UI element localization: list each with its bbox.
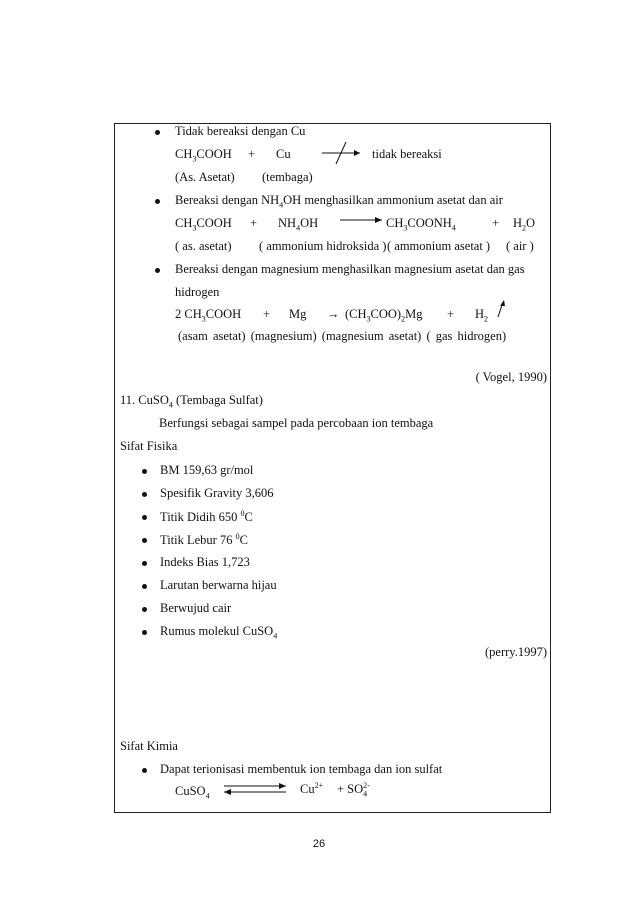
property-item: Dapat terionisasi membentuk ion tembaga dan ion sulfat	[160, 762, 443, 776]
bullet	[155, 268, 160, 273]
crossed-arrow-icon	[322, 142, 362, 164]
subsection-title-sifat-fisika: Sifat Fisika	[120, 439, 178, 453]
property-item: Indeks Bias 1,723	[160, 555, 250, 569]
reference-vogel: ( Vogel, 1990)	[475, 370, 547, 384]
equation-reactant-acetic: $CH_3COOH$	[175, 147, 232, 164]
label-tembaga: (tembaga)	[262, 170, 313, 184]
label-as-asetat: (As. Asetat)	[175, 170, 235, 184]
bullet-text-magnesium: Bereaksi dengan magnesium menghasilkan magnesium asetat dan gas	[175, 262, 525, 276]
equation-product-hydrogen: $H_2$	[475, 307, 489, 324]
equation-reactant-nh4oh: $NH_4OH$	[278, 216, 319, 233]
bullet	[142, 607, 147, 612]
reaction-arrow-icon: →	[327, 307, 340, 321]
property-item: Spesifik Gravity 3,606	[160, 486, 274, 500]
equation-plus: +	[263, 307, 271, 321]
bullet	[142, 584, 147, 589]
property-item: Titik Lebur 76 $^0$C	[160, 532, 248, 548]
property-item: Berwujud cair	[160, 601, 232, 615]
label-ammonium-asetat: ( ammonium asetat )	[387, 239, 491, 253]
equation-reactant-cuso4: CuSO$_4$	[175, 784, 210, 801]
reference-perry: (perry.1997)	[484, 645, 547, 659]
property-item: Titik Didih 650 $^0$C	[160, 509, 253, 525]
bullet	[142, 515, 147, 520]
section-heading-cuso4: 11. CuSO$_4$ (Tembaga Sulfat)	[120, 393, 263, 410]
label-air: ( air )	[506, 239, 534, 253]
page-number: 26	[312, 838, 326, 850]
equation-plus: +	[492, 216, 500, 230]
property-item: BM 159,63 gr/mol	[160, 463, 254, 477]
reaction-arrow-icon	[340, 215, 384, 225]
bullet	[142, 538, 147, 543]
equation-product-cu-ion: $Cu^{2+}$	[300, 781, 324, 797]
bullet-text-hidrogen: hidrogen	[175, 285, 220, 299]
equation-plus: +	[447, 307, 455, 321]
equation-reactant-cu: Cu	[276, 147, 291, 161]
label-ammonium-hidroksida: ( ammonium hidroksida )	[259, 239, 387, 253]
bullet	[142, 768, 147, 773]
equation-product-ammonium-acetate: $CH_3COONH_4$	[386, 216, 456, 233]
bullet	[142, 492, 147, 497]
gas-arrow-up-icon	[496, 300, 506, 318]
equation-product-sulfate-ion: + $SO_4^{2-}$	[337, 781, 370, 799]
equation-reactant-acetic: $CH_3COOH$	[175, 216, 232, 233]
bullet	[142, 630, 147, 635]
bullet	[155, 130, 160, 135]
property-item: Rumus molekul CuSO$_4$	[160, 624, 278, 641]
equation-product-water: $H_2O$	[513, 216, 536, 233]
description: Berfungsi sebagai sampel pada percobaan ion tembaga	[159, 416, 434, 430]
property-item: Larutan berwarna hijau	[160, 578, 277, 592]
bullet	[142, 469, 147, 474]
bullet-text-no-reaction-cu: Tidak bereaksi dengan Cu	[175, 124, 306, 138]
bullet-text-nh4oh: Bereaksi dengan $NH_4OH$ menghasilkan ammonium asetat dan air	[175, 193, 503, 210]
equation-plus: +	[248, 147, 256, 161]
equilibrium-arrow-icon	[222, 783, 288, 795]
bullet	[155, 199, 160, 204]
equation-no-reaction: tidak bereaksi	[372, 147, 442, 161]
equation-product-magnesium-acetate: $(CH_3COO)_2Mg$	[345, 307, 423, 324]
equation-plus: +	[250, 216, 258, 230]
subsection-title-sifat-kimia: Sifat Kimia	[120, 739, 178, 753]
label-as-asetat: ( as. asetat)	[175, 239, 232, 253]
equation-reactant-mg: Mg	[289, 307, 307, 321]
bullet	[142, 561, 147, 566]
equation-reactant-acetic: 2 $CH_3COOH$	[175, 307, 242, 324]
equation-labels: (asam asetat) (magnesium) (magnesium asetat) ( gas hidrogen)	[178, 329, 507, 343]
